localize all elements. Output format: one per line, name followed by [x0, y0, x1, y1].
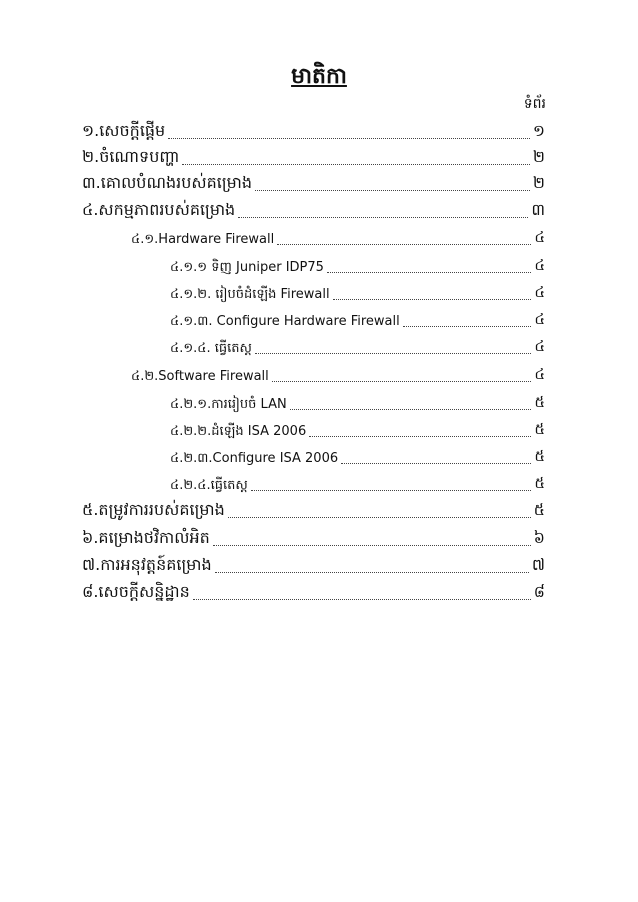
dot-leader: [182, 164, 530, 165]
toc-entry: [82, 552, 545, 578]
dot-leader: [327, 272, 531, 273]
toc-entry-page-number: ៥: [533, 500, 545, 519]
dot-leader: [309, 436, 531, 437]
toc-entry: [82, 118, 545, 144]
toc-entry: [170, 252, 545, 278]
toc-title: មាតិកា: [291, 64, 347, 89]
toc-entry-label: ៤.២.២.ដំឡើង ISA 2006: [170, 424, 307, 439]
toc-entry-page-number: ២: [532, 147, 545, 166]
toc-entry-label: ៤.២.៤.ធ្វើតេស្ត: [170, 478, 248, 493]
toc-entry-label: ៤.១.៤. ធ្វើតេស្ត: [170, 341, 252, 356]
dot-leader: [272, 381, 532, 382]
dot-leader: [215, 572, 529, 573]
toc-entry: [131, 224, 545, 250]
dot-leader: [228, 517, 531, 518]
toc-entry: [82, 197, 545, 223]
dot-leader: [403, 326, 532, 327]
toc-entry-label: ៤.២.Software Firewall: [131, 369, 269, 384]
dot-leader: [213, 545, 531, 546]
toc-entry-page-number: ៤: [534, 256, 545, 274]
toc-entry-label: ៤.១.៣. Configure Hardware Firewall: [170, 314, 400, 329]
toc-entry-label: ៤.១.១ ទិញ Juniper IDP75: [170, 260, 324, 275]
toc-entry-page-number: ៤: [534, 283, 545, 301]
dot-leader: [168, 138, 530, 139]
page-column-label: ទំព័រ: [523, 96, 546, 112]
toc-entry-page-number: ៨: [533, 582, 545, 601]
toc-entry-page-number: ៧: [531, 555, 545, 574]
dot-leader: [333, 299, 532, 300]
toc-entry-label: ៤.២.៣.Configure ISA 2006: [170, 451, 339, 466]
toc-entry-label: ៧.ការអនុវត្តន៍គម្រោង: [82, 555, 212, 574]
toc-entry: [82, 525, 545, 551]
dot-leader: [251, 490, 532, 491]
dot-leader: [193, 599, 531, 600]
toc-entry: [170, 416, 545, 442]
toc-entry-page-number: ៥: [534, 474, 545, 492]
toc-entry-label: ២.ចំណោទបញ្ហា: [82, 147, 180, 166]
toc-entry-page-number: ៤: [534, 365, 545, 383]
toc-entry-label: ៥.តម្រូវការរបស់គម្រោង: [82, 500, 225, 519]
toc-entry-label: ៤.សកម្មភាពរបស់គម្រោង: [82, 200, 236, 219]
dot-leader: [238, 217, 528, 218]
toc-entry-label: ៤.១.Hardware Firewall: [131, 232, 275, 247]
toc-entry: [131, 361, 545, 387]
dot-leader: [277, 244, 531, 245]
toc-entry-label: ៨.សេចក្តីសន្និដ្ឋាន: [82, 582, 190, 601]
dot-leader: [341, 463, 531, 464]
toc-entry-page-number: ៤: [534, 228, 545, 246]
dot-leader: [255, 190, 530, 191]
toc-entry: [82, 497, 545, 523]
toc-entry: [170, 279, 545, 305]
toc-entry: [82, 579, 545, 605]
toc-entry-page-number: ៤: [534, 310, 545, 328]
toc-entry-page-number: ១: [532, 121, 545, 140]
toc-entry-page-number: ៤: [534, 337, 545, 355]
toc-entry-label: ៤.២.១.ការរៀបចំ LAN: [170, 397, 287, 412]
toc-entry: [170, 333, 545, 359]
toc-entry-page-number: ៥: [534, 393, 545, 411]
toc-entry-label: ៦.គម្រោងថវិកាលំអិត: [82, 528, 210, 547]
dot-leader: [290, 409, 532, 410]
toc-entry-page-number: ៦: [533, 528, 545, 547]
toc-entry-label: ៣.គោលបំណងរបស់គម្រោង: [82, 173, 253, 192]
toc-entry-label: ៤.១.២. រៀបចំដំឡើង Firewall: [170, 287, 330, 302]
dot-leader: [255, 353, 531, 354]
toc-entry: [82, 144, 545, 170]
toc-entry: [170, 470, 545, 496]
toc-entry: [170, 389, 545, 415]
toc-entry-page-number: ៥: [534, 447, 545, 465]
toc-entry: [170, 443, 545, 469]
toc-entry-page-number: ២: [532, 173, 545, 192]
toc-entry: [82, 170, 545, 196]
toc-entry: [170, 306, 545, 332]
toc-entry-page-number: ៥: [534, 420, 545, 438]
toc-entry-label: ១.សេចក្តីផ្តើម: [82, 121, 166, 140]
toc-entry-page-number: ៣: [531, 200, 545, 219]
